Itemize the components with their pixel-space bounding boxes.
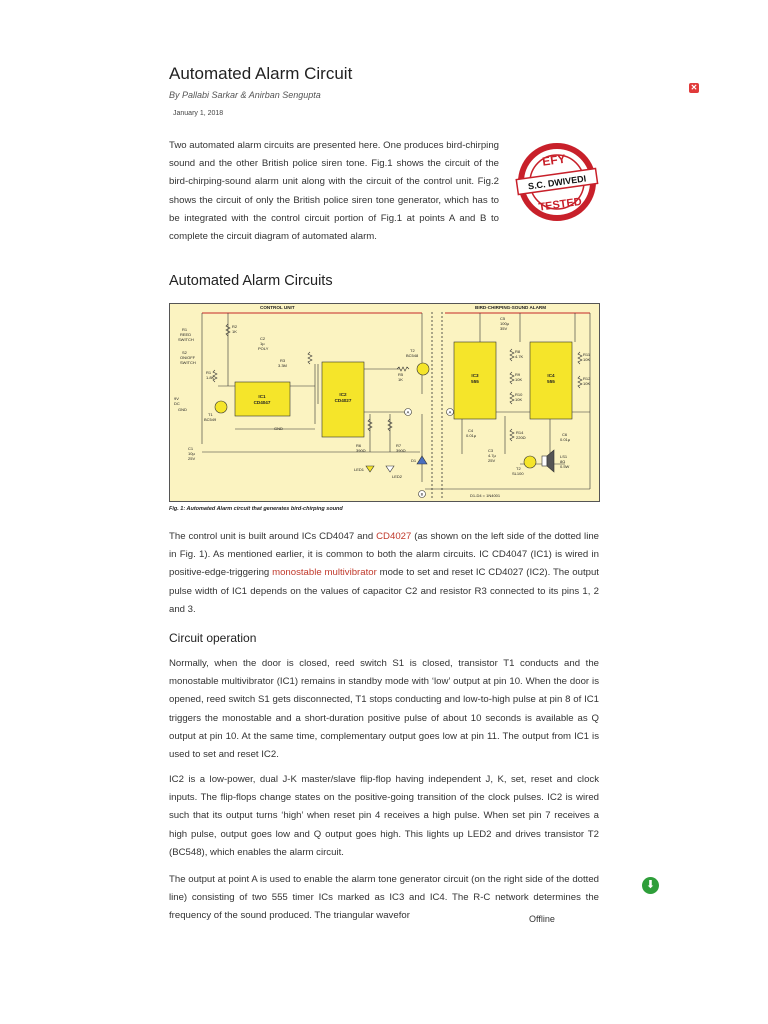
schematic-label: 25V: [488, 458, 496, 463]
schematic-label: R12: [583, 376, 591, 381]
download-icon[interactable]: ⬇: [642, 877, 659, 894]
schematic-label: LS1: [560, 454, 568, 459]
schematic-label: ON/OFF: [180, 355, 196, 360]
schematic-label: T2: [410, 348, 415, 353]
point-b: B: [420, 491, 424, 497]
schematic-label: C3: [488, 448, 494, 453]
schematic-label: LED2: [392, 474, 403, 479]
schematic-label: GND: [178, 407, 187, 412]
stamp-bottom: TESTED: [537, 195, 583, 214]
paragraph-operation-1: Normally, when the door is closed, reed switch S1 is closed, transistor T1 conducts and the monostable multivibrator (IC1) remains in standby mode with ‘low’ output at pin 10. When the door is opened, reed switch S1 gets disconnected, T1 stops conducting and low-to-high pulse at pin 8 of IC1 triggers the monostable and a short-duration positive pulse of about 10 seconds is available as Q output at pin 10. At the same time, complementary output goes low at pin 11. The output from IC1 is used to set and reset IC2.: [169, 658, 599, 761]
ic3-label: IC3: [471, 373, 479, 378]
schematic-label: S2: [182, 350, 187, 355]
schematic-label: T1: [208, 412, 213, 417]
schematic-label: POLY: [258, 346, 269, 351]
schematic-label: 1K: [398, 377, 403, 382]
schematic-label: R7: [396, 443, 402, 448]
ic3-part: 555: [471, 379, 479, 384]
schematic-label: C5: [500, 316, 506, 321]
schematic-label: 1K: [232, 329, 237, 334]
schematic-label: 10K: [583, 381, 591, 386]
schematic-label: C2: [260, 336, 266, 341]
schematic-label: BC549: [204, 417, 217, 422]
figure-caption: Fig. 1: Automated Alarm circuit that generates bird-chirping sound: [169, 506, 343, 512]
schematic-label: GND: [274, 426, 283, 431]
schematic-label: 10K: [515, 397, 523, 402]
paragraph-operation-2: IC2 is a low-power, dual J-K master/slave flip-flop having independent J, K, set, reset and clock inputs. The flip-flops change states on the positive-going transition of the clock pulses. IC2 is wired such that its output turns ‘high’ when reset pin 4 receives a high pulse. When set pin 7 receives a high pulse, output goes low and Q output goes high. This lights up LED2 and drives transistor T2 (BC548), which enables the alarm circuit.: [169, 774, 599, 858]
point-a: A: [406, 409, 410, 415]
ic4-part: 555: [547, 379, 555, 384]
schematic-label: 10K: [515, 377, 523, 382]
paragraph-operation-3: The output at point A is used to enable the alarm tone generator circuit (on the right side of the dotted line) consisting of two 555 timer ICs marked as IC3 and IC4. The R-C network determines the frequency of the sound produced. The triangular wavefor: [169, 874, 599, 922]
schematic-label: 1µ: [260, 341, 265, 346]
efy-tested-stamp: [514, 142, 600, 222]
article-title: Automated Alarm Circuit: [169, 64, 353, 83]
schematic-label: 220Ω: [516, 435, 526, 440]
article-byline: By Pallabi Sarkar & Anirban Sengupta: [169, 90, 321, 100]
section-heading: Automated Alarm Circuits: [169, 273, 333, 289]
article-date: January 1, 2018: [173, 110, 224, 117]
schematic-label: DC: [174, 401, 180, 406]
schematic-label: SWITCH: [180, 360, 196, 365]
close-icon[interactable]: ✕: [690, 83, 698, 92]
schematic-label: 25V: [188, 456, 196, 461]
label-control-unit: CONTROL UNIT: [260, 305, 295, 310]
schematic-label: SL100: [512, 471, 524, 476]
schematic-label: 0.01µ: [560, 437, 571, 442]
schematic-label: R10: [515, 392, 523, 397]
schematic-label: 9V: [174, 396, 179, 401]
schematic-label: 35V: [500, 326, 508, 331]
link-monostable-multivibrator[interactable]: monostable multivibrator: [272, 567, 377, 579]
schematic-label: C4: [468, 428, 474, 433]
schematic-label: 4.7K: [515, 354, 524, 359]
schematic-label: LED1: [354, 467, 365, 472]
offline-indicator: Offline: [526, 912, 558, 926]
schematic-label: 1.8K: [206, 375, 215, 380]
ic1-part: CD4047: [253, 400, 271, 405]
schematic-label: 8Ω: [560, 459, 566, 464]
schematic-label: SWITCH: [178, 337, 194, 342]
schematic-label: 0.5W: [560, 464, 570, 469]
schematic-label: 390Ω: [396, 448, 406, 453]
link-cd4027[interactable]: CD4027: [376, 531, 412, 542]
schematic-label: 10µ: [188, 451, 195, 456]
circuit-schematic: [170, 304, 599, 501]
subheading-circuit-operation: Circuit operation: [169, 631, 257, 645]
schematic-label: 390Ω: [356, 448, 366, 453]
schematic-label: R5: [398, 372, 404, 377]
schematic-label: 3.3M: [278, 363, 287, 368]
schematic-label: T2: [516, 466, 521, 471]
schematic-label: 100µ: [500, 321, 509, 326]
schematic-label: R1: [206, 370, 212, 375]
ic2-part: CD4027: [334, 398, 352, 403]
schematic-label: 4.7µ: [488, 453, 496, 458]
intro-paragraph: Two automated alarm circuits are presented here. One produces bird-chirping sound and the other British police siren tone. Fig.1 shows the circuit of the bird-chirping-sound alarm unit along with the circuit of the control unit. Fig.2 shows the circuit of only the British police siren tone generator, which has to be integrated with the control circuit portion of Fig.1 at points A and B to complete the circuit diagram of automated alarm.: [169, 140, 499, 243]
schematic-label: R11: [583, 352, 591, 357]
schematic-label: R2: [232, 324, 238, 329]
schematic-label: R1: [182, 327, 188, 332]
schematic-label: 10K: [583, 357, 591, 362]
schematic-label: R3: [280, 358, 286, 363]
paragraph-control-unit: The control unit is built around ICs CD4047 and CD4027 (as shown on the left side of the dotted line in Fig. 1). As mentioned earlier, it is common to both the alarm circuits. IC CD4047 (IC1) is wired in positive-edge-triggering monostable multivibrator mode to set and reset IC CD4027 (IC2). The output pulse width of IC1 depends on the values of capacitor C2 and resistor R3 connected to its pins 1, 2 and 3.: [169, 531, 599, 615]
schematic-label: R6: [356, 443, 362, 448]
ic2-label: IC2: [339, 392, 347, 397]
schematic-label: R9: [515, 372, 521, 377]
schematic-label: R14: [516, 430, 524, 435]
label-bird-alarm: BIRD-CHIRPING-SOUND ALARM: [475, 305, 547, 310]
stamp-name: S.C. DWIVEDI: [527, 173, 587, 192]
schematic-label: D1: [411, 458, 417, 463]
diode-note: D1-D4 = 1N4001: [470, 493, 501, 498]
ic4-label: IC4: [547, 373, 555, 378]
point-a2: A: [448, 409, 452, 415]
schematic-label: REED: [180, 332, 192, 337]
schematic-label: C1: [188, 446, 194, 451]
schematic-label: 0.01µ: [466, 433, 477, 438]
schematic-label: BC548: [406, 353, 419, 358]
schematic-label: R8: [515, 349, 521, 354]
schematic-label: C6: [562, 432, 568, 437]
ic1-label: IC1: [258, 394, 266, 399]
stamp-top: EFY: [541, 151, 567, 169]
circuit-figure: [169, 303, 600, 502]
